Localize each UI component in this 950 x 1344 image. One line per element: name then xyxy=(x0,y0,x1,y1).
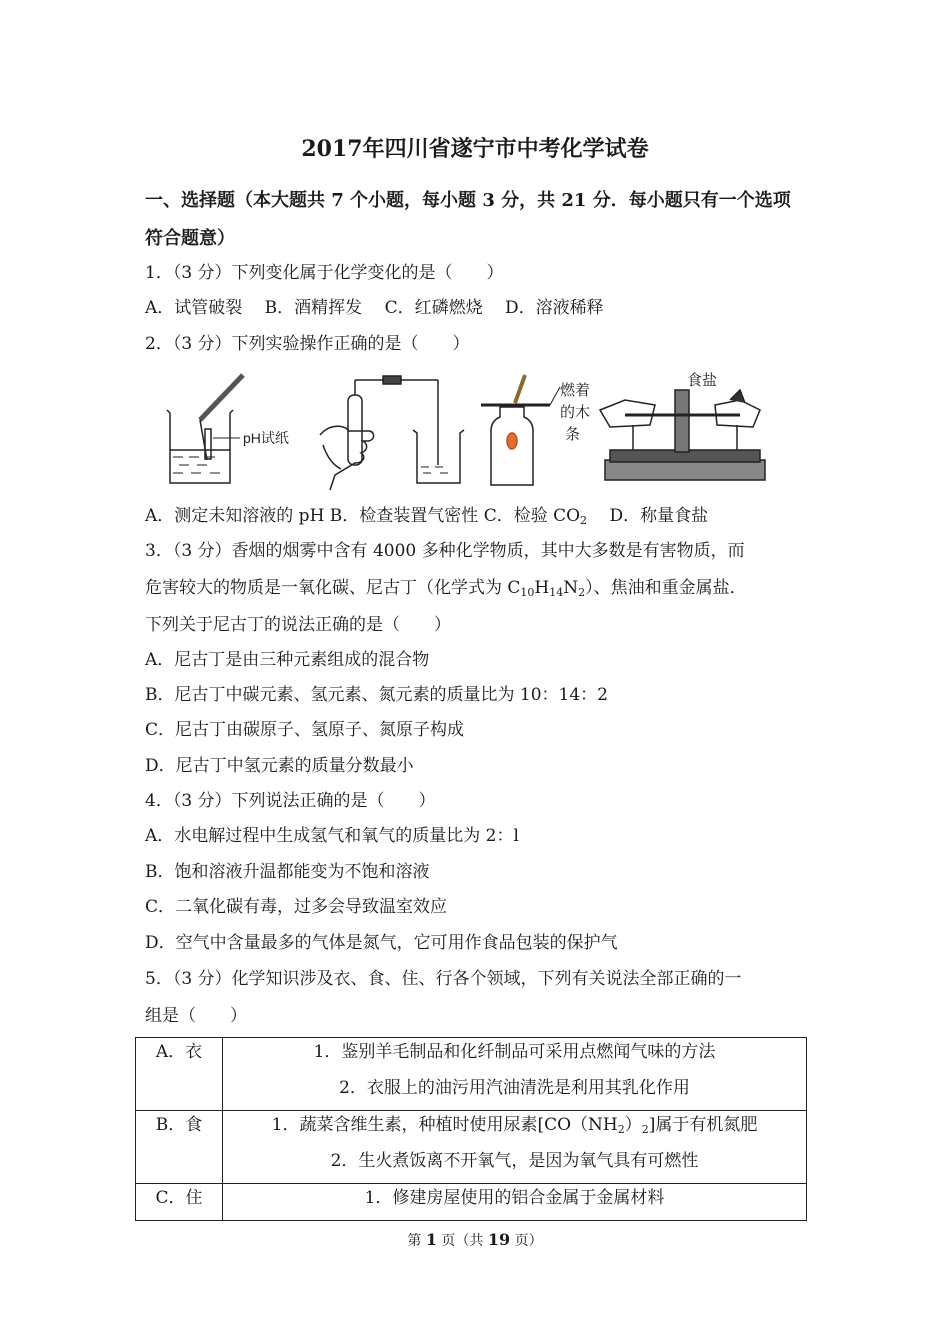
q3-stem-line1: 3．（3 分）香烟的烟雾中含有 4000 多种化学物质，其中大多数是有害物质，而 xyxy=(145,541,745,561)
q3-stem-line3: 下列关于尼古丁的说法正确的是（ ） xyxy=(145,615,451,635)
q5-options-table xyxy=(135,1037,807,1221)
balance-illustration xyxy=(600,390,765,480)
q2-stem: 2．（3 分）下列实验操作正确的是（ ） xyxy=(145,334,470,354)
q5-stem-line2: 组是（ ） xyxy=(145,1006,247,1026)
table-cell-items: 1．鉴别羊毛制品和化纤制品可采用点燃闻气味的方法 2．衣服上的油污用汽油清洗是利用其乳化作用 xyxy=(223,1038,807,1111)
q5-stem-line1: 5．（3 分）化学知识涉及衣、食、住、行各个领域，下列有关说法全部正确的一 xyxy=(145,969,742,989)
q1-stem: 1．（3 分）下列变化属于化学变化的是（ ） xyxy=(145,263,504,283)
table-cell-category: A．衣 xyxy=(136,1038,223,1111)
q3-option-d: D．尼古丁中氢元素的质量分数最小 xyxy=(145,756,414,776)
q3-stem-line2: 危害较大的物质是一氧化碳、尼古丁（化学式为 $C_{10}H_{14}N_2$）、焦油和重金属盐． xyxy=(145,578,747,599)
salt-label: 食盐 xyxy=(687,372,718,389)
table-row xyxy=(136,1111,807,1184)
table-cell-category: B．食 xyxy=(136,1111,223,1184)
q1-options: A．试管破裂 B．酒精挥发 C．红磷燃烧 D．溶液稀释 xyxy=(145,298,604,318)
q3-option-a: A．尼古丁是由三种元素组成的混合物 xyxy=(145,650,430,670)
gas-jar-splint-illustration xyxy=(481,375,560,485)
page-title: 2017年四川省遂宁市中考化学试卷 xyxy=(301,136,649,162)
table-row xyxy=(136,1184,807,1221)
table-cell-items: 1．蔬菜含维生素，种植时使用尿素$[CO(NH_2)_2]$属于有机氮肥 2．生火煮饭离不开氧气，是因为氧气具有可燃性 xyxy=(223,1111,807,1184)
burning-splint-label-2: 的木 xyxy=(560,404,591,421)
q4-option-c: C．二氧化碳有毒，过多会导致温室效应 xyxy=(145,897,448,917)
q4-option-a: A．水电解过程中生成氢气和氧气的质量比为 2：l xyxy=(145,826,519,846)
burning-splint-label-1: 燃着 xyxy=(560,382,591,399)
beaker-ph-illustration xyxy=(167,375,243,483)
table-cell-category: C．住 xyxy=(136,1184,223,1221)
burning-splint-label-3: 条 xyxy=(565,426,581,443)
table-row xyxy=(136,1038,807,1111)
ph-paper-label: pH试纸 xyxy=(243,430,289,446)
q3-option-c: C．尼古丁由碳原子、氢原子、氮原子构成 xyxy=(145,720,465,740)
section-heading-cont: 符合题意） xyxy=(145,228,235,249)
section-heading: 一、选择题（本大题共 7 个小题，每小题 3 分，共 21 分．每小题只有一个选项 xyxy=(145,190,791,211)
q2-options: A．测定未知溶液的 pH B．检查装置气密性 C．检验 $CO_2$ D．称量食盐 xyxy=(145,506,709,527)
q3-option-b: B．尼古丁中碳元素、氢元素、氮元素的质量比为 10：14：2 xyxy=(145,685,608,705)
page-footer: 第 1 页（共 19 页） xyxy=(407,1230,543,1249)
q4-stem: 4．（3 分）下列说法正确的是（ ） xyxy=(145,791,436,811)
q4-option-b: B．饱和溶液升温都能变为不饱和溶液 xyxy=(145,862,430,882)
q4-option-d: D．空气中含量最多的气体是氮气，它可用作食品包装的保护气 xyxy=(145,933,618,953)
table-cell-items: 1．修建房屋使用的铝合金属于金属材料 xyxy=(223,1184,807,1221)
airtightness-check-illustration xyxy=(320,376,464,490)
q2-apparatus-figure xyxy=(155,365,785,495)
